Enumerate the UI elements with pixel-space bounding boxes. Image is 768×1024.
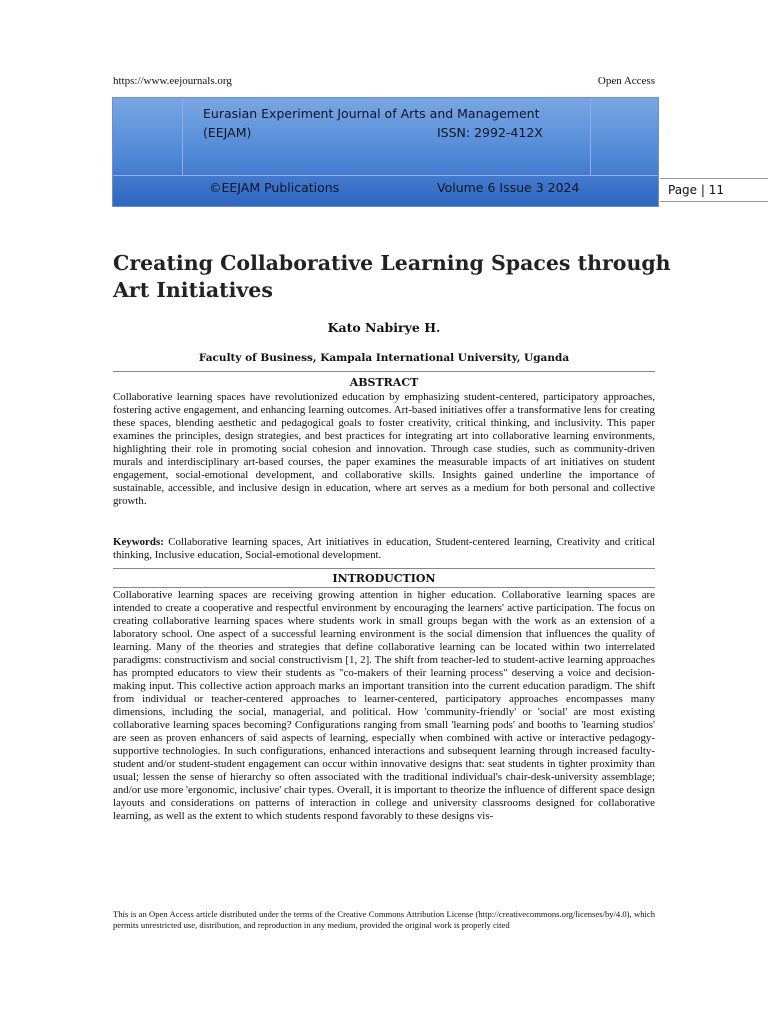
introduction-text: Collaborative learning spaces are receiving growing attention in higher education. Collaborative learning spaces are intended to create a cooperative and respectful environment by encouraging the learners' active participation. The focus on creating collaborative learning spaces where students work in small groups began with the work as an extension of a laboratory school. One aspect of a successful learning environment is the social dimension that influences the quality of learning. Many of the theories and strategies that define collaborative learning can be located within two interrelated paradigms: constructivism and social constructivism [1, 2]. The shift from teacher-led to student-active learning approaches has prompted educators to view their students as "co-makers of their learning process" deserving a voice and decision-making input. This collective action approach marks an important transition into the current education paradigm. The shift from individual or teacher-centered approaches to learner-centered, participatory approaches encompasses many dimensions, including the social, managerial, and political. How 'community-friendly' or 'social' are most existing collaborative learning spaces becoming? Configurations ranging from small 'learning pods' and booths to 'learning studios' are seen as proven enhancers of said aspects of learning, especially when combined with active or interactive pedagogy-supportive technologies. In such configurations, enhanced interactions and subsequent learning through increased faculty-student and/or student-student engagement can occur within innovative designs that: seat students in tighter proximity than usual; lessen the sense of hierarchy so often associated with the traditional individual's chair-desk-university assemblage; and/or use more 'ergonomic, inclusive' chair types. Overall, it is important to theorize the influence of different space design layouts and considerations on patterns of interaction in college and university classrooms designed for collaborative learning, as well as the extent to which students respond favorably to these designs vis-: [113, 589, 655, 822]
abstract-heading: ABSTRACT: [349, 376, 419, 389]
article-title: Creating Collaborative Learning Spaces through Art Initiatives: [113, 251, 671, 302]
license-footnote: This is an Open Access article distributed under the terms of the Creative Commons Attribution License (http://creativecommons.org/licenses/by/4.0), which permits unrestricted use, distribution, and reproduction in any medium, provided the original work is properly cited: [113, 909, 655, 930]
banner-divider: [182, 175, 591, 176]
journal-banner: [112, 97, 659, 207]
journal-issn: ISSN: 2992-412X: [437, 125, 543, 140]
open-access-label: Open Access: [597, 75, 655, 87]
page-header: [113, 75, 655, 87]
journal-url[interactable]: https://www.eejournals.org: [113, 75, 232, 87]
intro-top-rule: [113, 568, 655, 569]
journal-title: Eurasian Experiment Journal of Arts and Management: [203, 106, 540, 121]
volume-issue: Volume 6 Issue 3 2024: [437, 180, 580, 195]
keywords-text: Collaborative learning spaces, Art initiatives in education, Student-centered learning, Creativity and critical thinking, Inclusive education, Social-emotional development.: [113, 536, 655, 561]
introduction-heading: INTRODUCTION: [332, 572, 436, 585]
abstract-text: Collaborative learning spaces have revolutionized education by emphasizing student-centered, participatory approaches, fostering active engagement, and enhancing learning outcomes. Art-based initiatives offer a transformative lens for creating these spaces, blending aesthetic and pedagogical goals to foster creativity, critical thinking, and inclusivity. This paper examines the principles, design strategies, and best practices for integrating art into collaborative learning environments, highlighting their role in promoting social cohesion and innovation. Through case studies, such as community-driven murals and interdisciplinary art-based courses, the paper examines the measurable impacts of art initiatives on student engagement, social-emotional development, and collaborative skills. Insights gained underline the importance of sustainable, accessible, and inclusive design in education, where art serves as a medium for both personal and collective growth.: [113, 391, 655, 507]
banner-right-cell: [590, 98, 658, 176]
banner-left-cell: [113, 98, 183, 176]
author-name: Kato Nabirye H.: [327, 320, 441, 335]
publisher-label: ©EEJAM Publications: [209, 180, 340, 195]
keywords-line: [113, 536, 655, 562]
intro-bottom-rule: [113, 587, 655, 588]
page-number: Page | 11: [660, 178, 768, 202]
author-affiliation: Faculty of Business, Kampala International University, Uganda: [198, 352, 570, 364]
abstract-top-rule: [113, 371, 655, 372]
journal-abbreviation: (EEJAM): [203, 125, 252, 140]
keywords-label: Keywords:: [113, 536, 164, 548]
